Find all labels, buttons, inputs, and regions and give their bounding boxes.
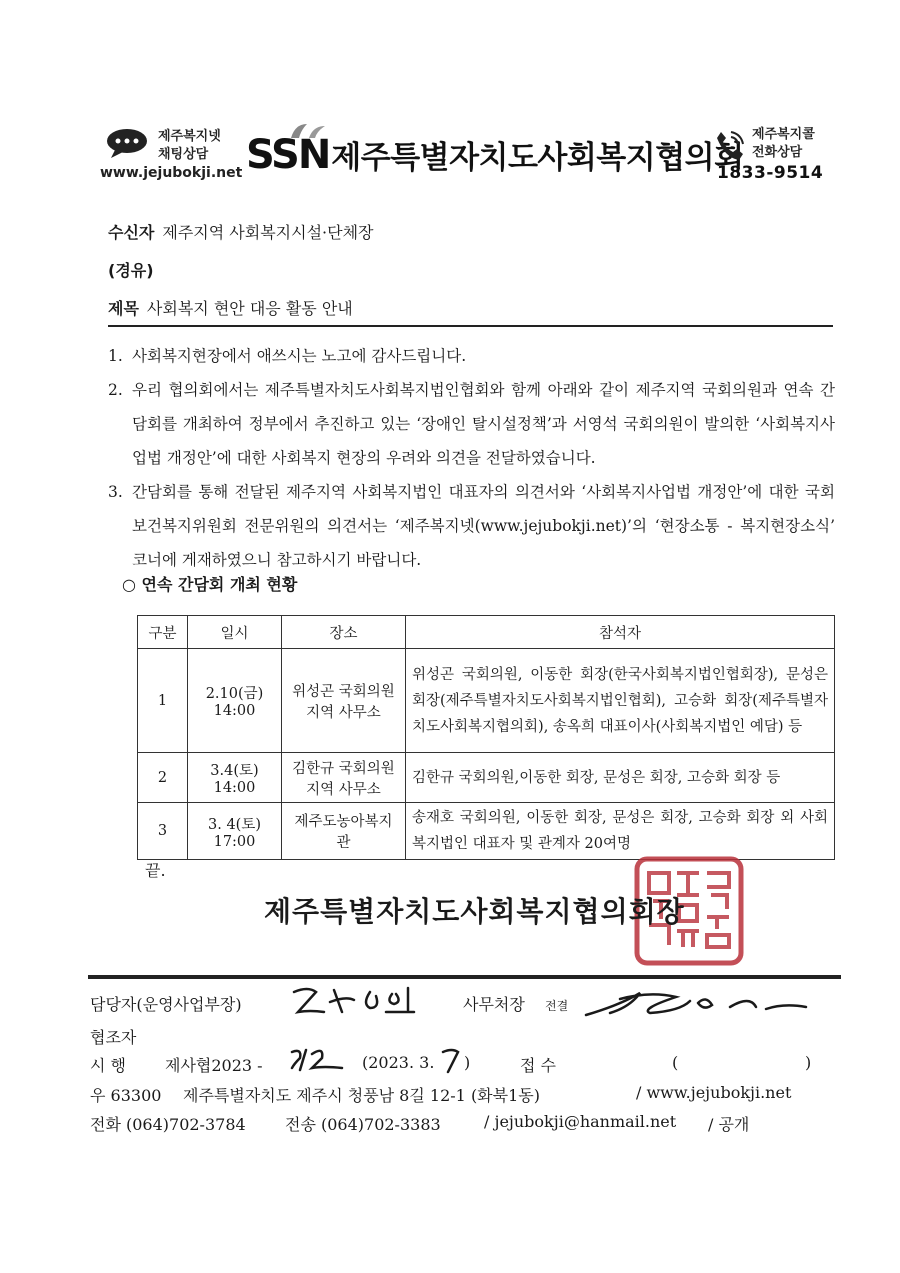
col-header-category: 구분 — [138, 616, 188, 649]
call-counsel-label: 제주복지콜 전화상담 — [752, 127, 815, 160]
disclosure-status: / 공개 — [708, 1115, 750, 1134]
ssn-logo: SSN — [246, 132, 330, 178]
row-attendees: 김한규 국회의원,이동한 회장, 문성은 회장, 고승화 회장 등 — [406, 753, 835, 803]
paragraph-3: 3. 간담회를 통해 전달된 제주지역 사회복지법인 대표자의 의견서와 ‘사회복지사업법 개정안’에 대한 국회 보건복지위원회 전문위원의 의견서는 ‘제주복지넷(www.jejubokji.net)’의 ‘현장소통 - 복지현장소식’ 코너에 게재하였으니 참고하시기 바랍니다. — [108, 483, 835, 569]
chat-bubble-icon — [105, 128, 153, 158]
call-number: 1833-9514 — [717, 163, 824, 183]
receipt-paren-open: ( — [672, 1053, 679, 1072]
doc-number: 제사협2023 - — [165, 1056, 263, 1075]
org-title — [246, 132, 744, 178]
phone-icon — [713, 128, 747, 162]
footer-website[interactable]: / www.jejubokji.net — [636, 1083, 792, 1102]
via-line: (경유) — [108, 261, 154, 280]
table-header-row — [138, 616, 835, 649]
manager-signature-icon — [290, 982, 440, 1018]
row-number: 2 — [138, 753, 188, 803]
org-name: 제주특별자치도사회복지협의회 — [331, 140, 744, 176]
row-number: 1 — [138, 649, 188, 753]
secretary-label: 사무처장 — [463, 995, 525, 1014]
header-divider — [108, 325, 833, 327]
footer-divider — [88, 975, 841, 979]
receipt-label: 접 수 — [520, 1056, 556, 1075]
recipient-line — [108, 220, 373, 243]
col-header-attendees: 참석자 — [406, 616, 835, 649]
secretary-signature-icon — [580, 985, 810, 1019]
paragraph-2: 2. 우리 협의회에서는 제주특별자치도사회복지법인협회와 함께 아래와 같이 제주지역 국회의원과 연속 간담회를 개최하여 정부에서 추진하고 있는 ‘장애인 탈시설정책’과 서영석 국회의원이 발의한 ‘사회복지사업법 개정안’에 대한 사회복지 현장의 우려와 의견을 전달하였습니다. — [108, 381, 835, 467]
phone-number: 전화 (064)702-3784 — [90, 1115, 246, 1134]
subject-label: 제목 — [108, 299, 139, 318]
row-attendees: 위성곤 국회의원, 이동한 회장(한국사회복지법인협회장), 문성은 회장(제주특별자치도사회복지법인협회), 고승화 회장(제주특별자치도사회복지협의회), 송옥희 대표이사(사회복지법인 예담) 등 — [406, 649, 835, 753]
doc-date: (2023. 3. — [362, 1053, 435, 1072]
recipient-label: 수신자 — [108, 223, 155, 242]
table-row — [138, 649, 835, 753]
fax-number: 전송 (064)702-3383 — [285, 1115, 441, 1134]
paragraph-1: 1. 사회복지현장에서 애쓰시는 노고에 감사드립니다. — [108, 347, 467, 365]
row-datetime: 2.10(금) 14:00 — [188, 649, 282, 753]
end-mark: 끝. — [145, 861, 166, 880]
doc-date-handwritten-icon — [440, 1046, 462, 1074]
enforce-label: 시 행 — [90, 1056, 126, 1075]
row-datetime: 3.4(토) 14:00 — [188, 753, 282, 803]
website-url[interactable]: www.jejubokji.net — [100, 165, 243, 181]
chat-counsel-label: 제주복지넷 채팅상담 — [158, 129, 221, 162]
row-place: 위성곤 국회의원 지역 사무소 — [282, 649, 406, 753]
table-row — [138, 753, 835, 803]
manager-label: 담당자(운영사업부장) — [90, 995, 242, 1014]
row-datetime: 3. 4(토) 17:00 — [188, 803, 282, 860]
row-attendees: 송재호 국회의원, 이동한 회장, 문성은 회장, 고승화 회장 외 사회복지법인 대표자 및 관계자 20여명 — [406, 803, 835, 860]
receipt-paren-close: ) — [805, 1053, 812, 1072]
email-address[interactable]: / jejubokji@hanmail.net — [484, 1112, 677, 1131]
subject-value: 사회복지 현안 대응 활동 안내 — [146, 299, 353, 318]
recipient-value: 제주지역 사회복지시설·단체장 — [162, 223, 374, 242]
signer-title: 제주특별자치도사회복지협의회장 — [264, 895, 685, 928]
subject-line — [108, 296, 353, 319]
col-header-place: 장소 — [282, 616, 406, 649]
table-row — [138, 803, 835, 860]
row-number: 3 — [138, 803, 188, 860]
office-address: 제주특별자치도 제주시 청풍남 8길 12-1 (화북1동) — [183, 1086, 540, 1105]
doc-date-close: ) — [464, 1053, 471, 1072]
approval-label: 전결 — [545, 999, 569, 1013]
meeting-table — [137, 615, 835, 860]
cooperator-label: 협조자 — [90, 1028, 137, 1047]
postal-code: 우 63300 — [90, 1086, 162, 1105]
row-place: 제주도농아복지관 — [282, 803, 406, 860]
doc-number-handwritten-icon — [288, 1044, 346, 1074]
col-header-date: 일시 — [188, 616, 282, 649]
row-place: 김한규 국회의원 지역 사무소 — [282, 753, 406, 803]
section-title: ○ 연속 간담회 개최 현황 — [122, 575, 298, 594]
